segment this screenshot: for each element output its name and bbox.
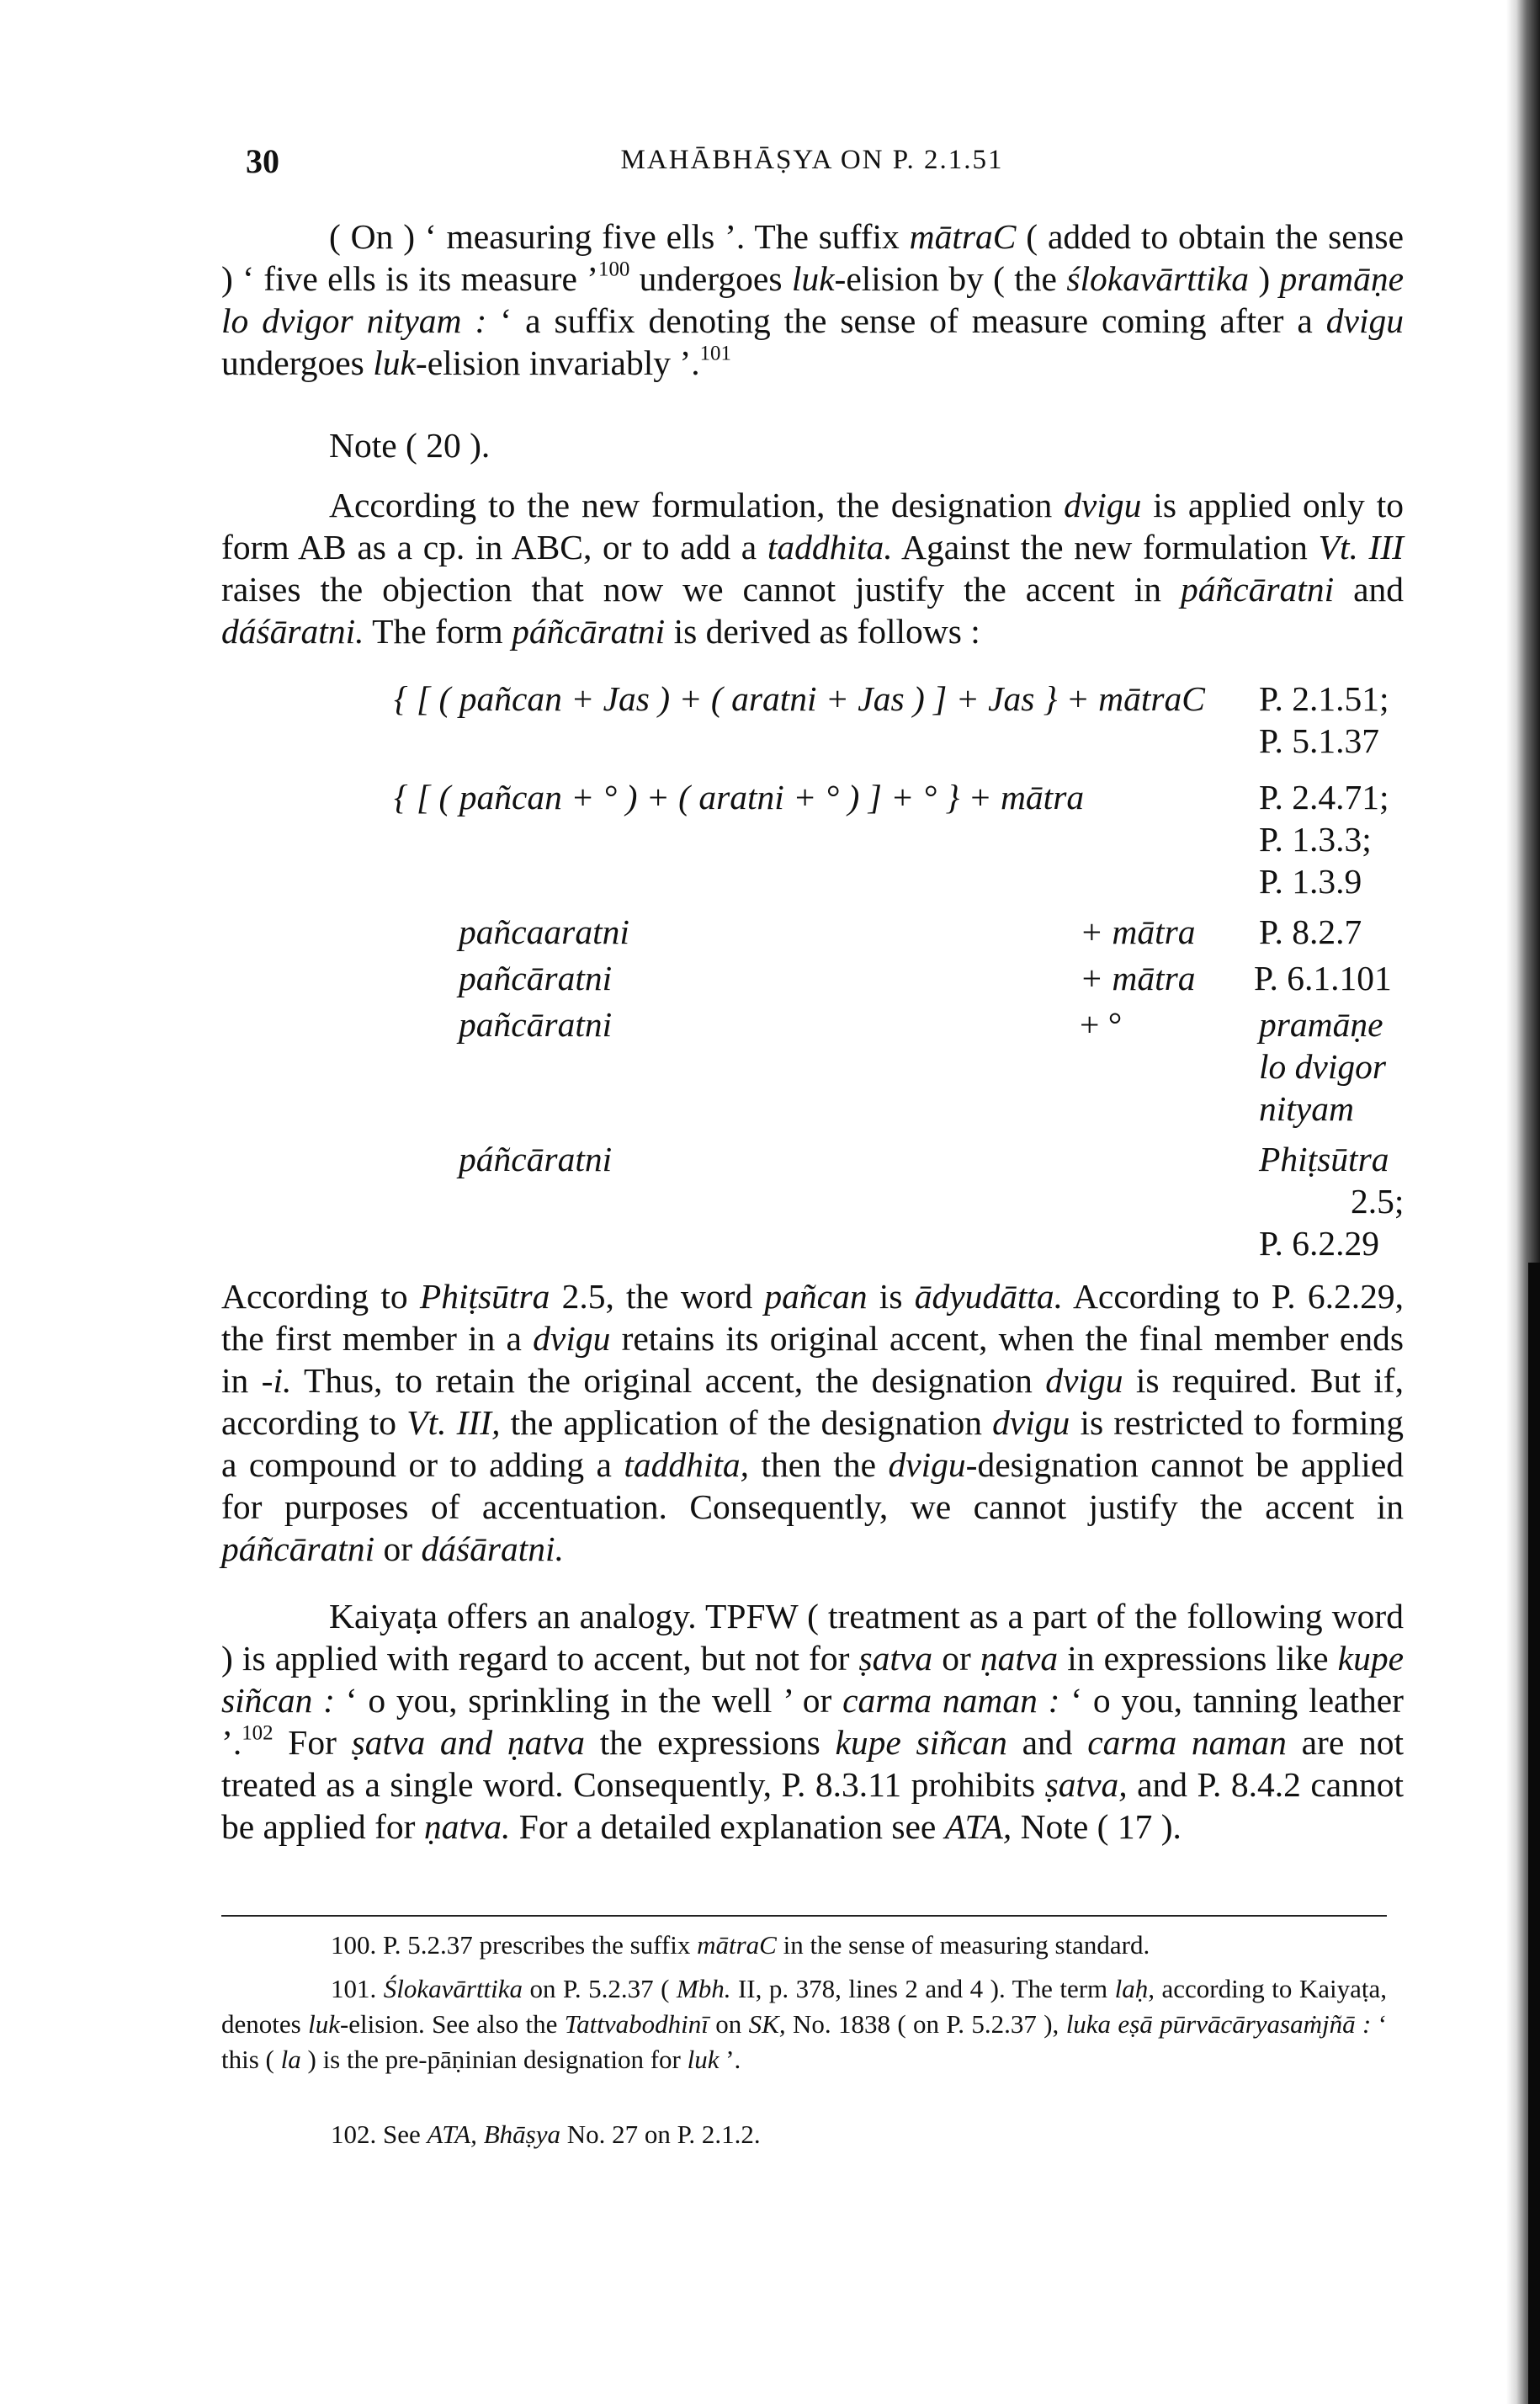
term: Ślokavārttika	[383, 1974, 523, 2003]
paragraph-measure	[221, 215, 1404, 384]
term: dvigu	[888, 1445, 966, 1484]
term: kupe siñcan :	[221, 1639, 1404, 1720]
derivation-suffix: + mātra	[1080, 959, 1196, 997]
term: luk	[308, 2009, 340, 2039]
derivation-ref: lo dvigor	[1259, 1047, 1387, 1086]
text-run: is	[867, 1277, 915, 1316]
derivation-form: pañcāratni	[459, 959, 613, 997]
text-run: is applied only to form AB as a cp. in ABC, or to add a	[221, 486, 1404, 566]
term: páñcāratni	[1180, 570, 1335, 609]
paragraph-text	[221, 484, 1404, 652]
footnote-ref[interactable]: 101	[699, 342, 731, 365]
term: pañcan	[764, 1277, 868, 1316]
term: dvigu	[1064, 486, 1142, 524]
paragraph-analogy	[221, 1595, 1404, 1848]
text-run: Against the new formulation	[892, 528, 1319, 566]
paragraph-formulation	[221, 484, 1404, 652]
term: ṇatva	[980, 1639, 1059, 1678]
text-run: raises the objection that now we cannot justify the accent in	[221, 570, 1181, 609]
text-run: undergoes	[221, 343, 374, 382]
text-run: II, p. 378, lines 2 and 4 ). The term	[730, 1974, 1115, 2003]
derivation-ref: nityam	[1259, 1089, 1354, 1128]
text-run: ’.	[719, 2045, 741, 2074]
footnote-ref[interactable]: 100	[598, 258, 630, 281]
term: carma naman :	[842, 1681, 1060, 1720]
term: Vt. III	[1318, 528, 1404, 566]
derivation-ref: P. 8.2.7	[1259, 912, 1362, 951]
paragraph-text	[221, 1275, 1404, 1570]
derivation-ref: P. 1.3.3;	[1259, 820, 1372, 859]
text-run: Thus, to retain the original accent, the designation	[291, 1361, 1046, 1400]
text-run: According to the new formulation, the designation	[329, 486, 1065, 524]
term: taddhita,	[624, 1445, 750, 1484]
term: pramāṇe lo dvigor nityam :	[221, 259, 1405, 340]
term: ṣatva	[858, 1639, 933, 1678]
term: luk	[791, 259, 835, 298]
derivation-ref: P. 2.1.51;	[1259, 679, 1389, 718]
text-run: -elision invariably ’.	[415, 343, 700, 382]
term: Vt. III,	[406, 1403, 501, 1442]
footnote-text	[221, 1928, 1387, 1963]
text-run: is restricted to forming a compound or to adding a	[221, 1403, 1404, 1484]
text-run: 101.	[331, 1974, 384, 2003]
paragraph-text	[221, 1595, 1404, 1848]
derivation-formula: { [ ( pañcan + Jas ) + ( aratni + Jas ) ] + Jas } + mātraC	[394, 679, 1205, 718]
footnote-102	[221, 2117, 1387, 2152]
text-run: retains its original accent, when the final member ends in	[221, 1319, 1405, 1400]
text-run: or	[932, 1639, 980, 1678]
term: dvigu	[1325, 301, 1404, 340]
text-run: )	[1249, 259, 1280, 298]
term: mātraC	[909, 217, 1017, 256]
footnote-ref[interactable]: 102	[242, 1721, 273, 1745]
text-run: is required. But if, according to	[221, 1361, 1404, 1442]
text-run: is derived as follows :	[665, 612, 980, 651]
term: carma naman	[1087, 1723, 1287, 1762]
term: kupe siñcan	[835, 1723, 1007, 1762]
term: luk	[373, 343, 416, 382]
term: taddhita.	[767, 528, 893, 566]
derivation-suffix: + mātra	[1080, 912, 1196, 951]
term: ATA,	[427, 2119, 477, 2149]
text-run: and	[1334, 570, 1404, 609]
text-run: The form	[364, 612, 512, 651]
text-run: ‘ this (	[221, 2009, 1388, 2074]
text-run: For a detailed explanation see	[510, 1807, 945, 1846]
text-run: For	[273, 1723, 352, 1762]
footnote-100	[221, 1928, 1387, 1963]
text-run: and P. 8.4.2 cannot be applied for	[221, 1765, 1404, 1846]
paragraph-text	[221, 215, 1404, 384]
text-run: Note ( 17 ).	[1012, 1807, 1182, 1846]
text-run: in the sense of measuring standard.	[776, 1930, 1150, 1960]
text-run: undergoes	[629, 259, 792, 298]
term: -i.	[261, 1361, 292, 1400]
text-run: the expressions	[585, 1723, 836, 1762]
term: páñcāratni	[512, 612, 666, 651]
text-run: 100. P. 5.2.37 prescribes the suffix	[331, 1930, 698, 1960]
footnote-101	[221, 1971, 1387, 2077]
derivation-suffix: + °	[1080, 1005, 1123, 1044]
text-run: 102. See	[331, 2119, 427, 2149]
term: luka eṣā pūrvācāryasaṁjñā :	[1065, 2009, 1372, 2039]
derivation-ref: P. 5.1.37	[1259, 721, 1379, 760]
term: páñcāratni	[221, 1529, 375, 1568]
text-run: -designation cannot be applied for purposes of accentuation. Consequently, we cannot justify the accent in	[221, 1445, 1405, 1526]
term: ślokavārttika	[1066, 259, 1249, 298]
derivation-ref: pramāṇe	[1259, 1005, 1383, 1044]
text-run: ( On ) ‘ measuring five ells ’. The suffix	[329, 217, 910, 256]
text-run: ‘ a suffix denoting the sense of measure coming after a	[486, 301, 1326, 340]
term: Tattvabodhinī	[564, 2009, 709, 2039]
text-run: Kaiyaṭa offers an analogy. TPFW ( treatment as a part of the following word ) is applied with regard to accent, but not for	[221, 1597, 1404, 1678]
derivation-form: pañcāratni	[459, 1005, 613, 1044]
text-run: or	[374, 1529, 422, 1568]
term: Bhāṣya	[483, 2119, 560, 2149]
term: ādyudātta.	[914, 1277, 1064, 1316]
term: Mbh.	[676, 1974, 731, 2003]
text-run: -elision by ( the	[834, 259, 1067, 298]
footnote-text	[221, 2117, 1387, 2152]
term: SK,	[748, 2009, 786, 2039]
derivation-ref: P. 1.3.9	[1259, 862, 1362, 901]
text-run: the application of the designation	[500, 1403, 993, 1442]
derivation-ref: P. 6.1.101	[1254, 959, 1392, 997]
text-run	[477, 2119, 484, 2149]
text-run: on	[708, 2009, 749, 2039]
text-run: in expressions like	[1058, 1639, 1338, 1678]
footnote-divider	[221, 1915, 1387, 1917]
text-run: according to Kaiyaṭa, denotes	[221, 1974, 1387, 2039]
derivation-form: pañcaaratni	[459, 912, 629, 951]
term: dáśāratni.	[421, 1529, 564, 1568]
note-heading: Note ( 20 ).	[329, 426, 491, 465]
term: mātraC	[697, 1930, 777, 1960]
text-run: ) is the pre-pāṇinian designation for	[300, 2045, 688, 2074]
term: ATA,	[944, 1807, 1012, 1846]
scan-edge-binding	[1528, 1263, 1540, 2404]
term: ṇatva.	[423, 1807, 511, 1846]
term: luk	[687, 2045, 720, 2074]
running-head: MAHĀBHĀṢYA ON P. 2.1.51	[620, 145, 1004, 175]
term: ṣatva and ṇatva	[351, 1723, 586, 1762]
term: laḥ,	[1114, 1974, 1155, 2003]
derivation-formula: { [ ( pañcan + ° ) + ( aratni + ° ) ] + ° } + mātra	[394, 778, 1085, 816]
text-run: ‘ o you, sprinkling in the well ’ or	[334, 1681, 843, 1720]
term: la	[280, 2045, 301, 2074]
term: Phiṭsūtra	[419, 1277, 550, 1316]
text-run: No. 1838 ( on P. 5.2.37 ),	[785, 2009, 1066, 2039]
page-header	[219, 141, 1405, 192]
derivation-ref: Phiṭsūtra	[1259, 1140, 1389, 1178]
text-run: then the	[749, 1445, 889, 1484]
term: dvigu	[1045, 1361, 1123, 1400]
term: dáśāratni.	[221, 612, 364, 651]
page-number: 30	[246, 142, 279, 180]
derivation-ref: P. 2.4.71;	[1259, 778, 1389, 816]
text-run: on P. 5.2.37 (	[523, 1974, 677, 2003]
text-run: According to	[221, 1277, 420, 1316]
term: dvigu	[992, 1403, 1070, 1442]
paragraph-accent	[221, 1275, 1404, 1570]
derivation-table	[221, 678, 1416, 1267]
derivation-form: páñcāratni	[459, 1140, 613, 1178]
text-run: ‘ o you, tanning leather ’.	[221, 1681, 1404, 1762]
text-run: and	[1006, 1723, 1088, 1762]
term: dvigu	[533, 1319, 611, 1358]
text-run: According to P. 6.2.29, the first member in a	[221, 1277, 1404, 1358]
text-run: No. 27 on P. 2.1.2.	[560, 2119, 761, 2149]
text-run: are not treated as a single word. Consequently, P. 8.3.11 prohibits	[221, 1723, 1404, 1804]
term: ṣatva,	[1044, 1765, 1128, 1804]
derivation-ref: P. 6.2.29	[1259, 1224, 1379, 1263]
text-run: -elision. See also the	[339, 2009, 565, 2039]
text-run: 2.5, the word	[550, 1277, 765, 1316]
footnote-text	[221, 1971, 1387, 2077]
text-run: ( added to obtain the sense ) ‘ five ells is its measure ’	[221, 217, 1405, 298]
derivation-ref: 2.5;	[1351, 1182, 1405, 1221]
